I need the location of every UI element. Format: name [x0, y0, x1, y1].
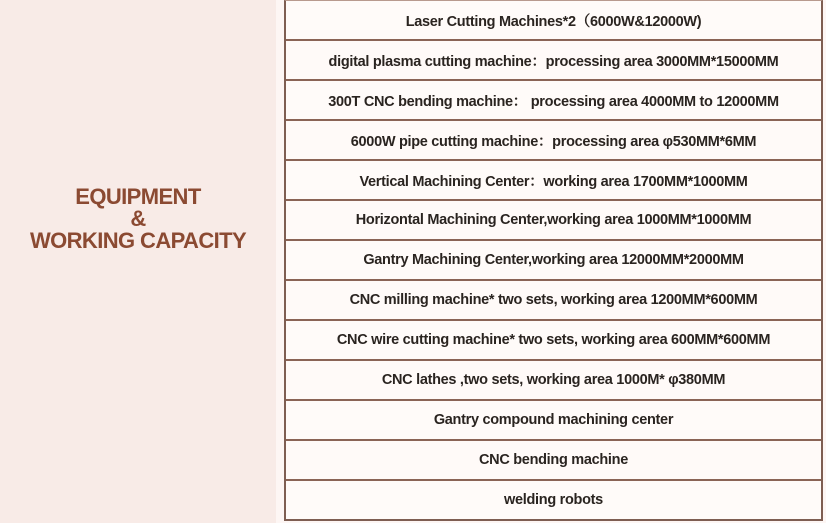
table-row: CNC milling machine* two sets, working area 1200MM*600MM: [286, 281, 821, 321]
table-row: 6000W pipe cutting machine：processing area φ530MM*6MM: [286, 121, 821, 161]
section-heading: [0, 186, 276, 252]
table-row: welding robots: [286, 481, 821, 519]
heading-line-equipment: EQUIPMENT: [75, 184, 201, 209]
heading-line-ampersand: &: [130, 206, 146, 231]
heading-panel: [0, 0, 276, 523]
heading-line-working-capacity: WORKING CAPACITY: [29, 228, 247, 253]
table-row: Gantry Machining Center,working area 12000MM*2000MM: [286, 241, 821, 281]
table-row: Vertical Machining Center：working area 1700MM*1000MM: [286, 161, 821, 201]
table-row: Laser Cutting Machines*2（6000W&12000W): [286, 1, 821, 41]
table-row: CNC lathes ,two sets, working area 1000M* φ380MM: [286, 361, 821, 401]
table-row: 300T CNC bending machine： processing area 4000MM to 12000MM: [286, 81, 821, 121]
table-row: digital plasma cutting machine：processing area 3000MM*15000MM: [286, 41, 821, 81]
table-row: Horizontal Machining Center,working area 1000MM*1000MM: [286, 201, 821, 241]
equipment-table: [284, 0, 823, 521]
table-row: CNC bending machine: [286, 441, 821, 481]
table-row: Gantry compound machining center: [286, 401, 821, 441]
table-row: CNC wire cutting machine* two sets, working area 600MM*600MM: [286, 321, 821, 361]
